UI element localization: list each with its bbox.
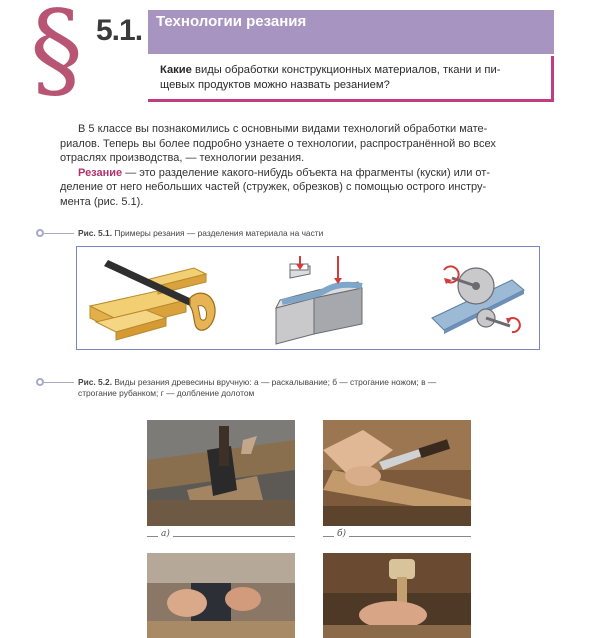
photo-a-label: а) [158,529,173,539]
photo-splitting [147,420,295,526]
section-number: 5.1. [96,14,143,47]
caption-marker-2 [36,378,44,386]
figure1-caption-text: Примеры резания — разделения материала на части [112,228,324,238]
photo-plane [147,553,295,638]
caption-rule-1 [44,233,74,234]
saw-illustration [86,250,236,346]
term-cutting: Резание [78,166,123,179]
photo-knife [323,420,471,526]
figure2-caption-line1: Виды резания древесины вручную: а — раскалывание; б — строгание ножом; в — [112,377,437,387]
figure1-caption [78,228,323,239]
question-line1: виды обработки конструкционных материалов, ткани и пи- [195,64,501,76]
p1-line1: В 5 классе вы познакомились с основными видами технологий обработки мате- [78,123,488,135]
figure2-caption-line2: строгание рубанком; г — долбление долотом [78,388,255,398]
p1-line3: отраслях производства, — технологии резания. [60,152,305,164]
caption-rule-2 [44,382,74,383]
paragraph-2 [60,166,554,210]
paragraph-1 [60,122,554,166]
p2-line2: деление от него небольших частей (стружек, обрезков) с помощью острого инстру- [60,181,487,193]
figure2-label: Рис. 5.2. [78,377,113,387]
rotary-cutter-illustration [426,256,530,346]
question-text [160,63,550,93]
section-symbol: § [30,0,83,111]
question-line2: щевых продуктов можно назвать резанием? [160,79,390,91]
question-lead: Какие [160,64,192,76]
section-title: Технологии резания [156,13,307,30]
figure2-caption [78,377,556,399]
p1-line2: риалов. Теперь вы более подробно узнаете о технологии, распространённой во всех [60,137,496,150]
body-text [60,122,554,209]
p2-line3: мента (рис. 5.1). [60,195,144,208]
figure1-label: Рис. 5.1. [78,228,113,238]
p2-line1: — это разделение какого-нибудь объекта на фрагменты (куски) или от- [122,166,491,179]
profile-cut-illustration [266,254,376,348]
photo-chisel [323,553,471,638]
photo-b-label: б) [334,529,349,539]
caption-marker-1 [36,229,44,237]
